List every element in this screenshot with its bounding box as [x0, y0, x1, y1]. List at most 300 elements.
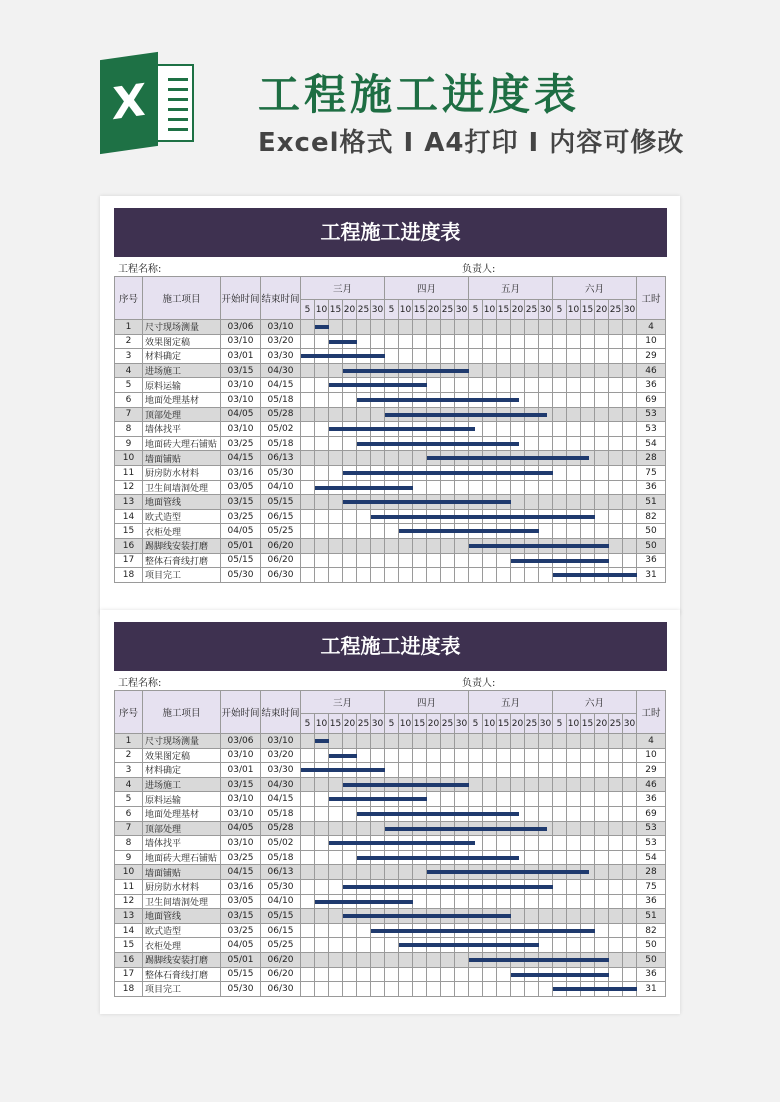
- row-days: 10: [637, 334, 666, 349]
- day-cell: [413, 553, 427, 568]
- day-cell: [497, 894, 511, 909]
- day-cell: [483, 734, 497, 749]
- row-start: 03/10: [221, 792, 261, 807]
- day-cell: [511, 334, 525, 349]
- day-cell: [525, 836, 539, 851]
- row-end: 05/15: [261, 495, 301, 510]
- row-days: 36: [637, 480, 666, 495]
- day-cell: [623, 334, 637, 349]
- day-cell: [301, 509, 315, 524]
- row-item: 材料确定: [143, 763, 221, 778]
- row-days: 46: [637, 777, 666, 792]
- col-header-item: 施工项目: [143, 277, 221, 320]
- day-cell: [455, 349, 469, 364]
- col-header-end: 结束时间: [261, 691, 301, 734]
- day-cell: [553, 821, 567, 836]
- day-cell: [609, 436, 623, 451]
- sheet-preview-1: [100, 196, 680, 614]
- day-cell: [595, 407, 609, 422]
- day-cell: [427, 320, 441, 335]
- day-cell: [567, 748, 581, 763]
- day-cell: [469, 568, 483, 583]
- day-cell: [455, 967, 469, 982]
- day-cell: [301, 334, 315, 349]
- row-days: 53: [637, 407, 666, 422]
- day-cell: [455, 763, 469, 778]
- row-seq: 8: [115, 836, 143, 851]
- day-tick: 25: [357, 300, 371, 320]
- day-cell: [595, 938, 609, 953]
- row-item: 原料运输: [143, 378, 221, 393]
- row-item: 墙面铺贴: [143, 865, 221, 880]
- day-cell: [399, 451, 413, 466]
- row-end: 06/20: [261, 538, 301, 553]
- row-seq: 10: [115, 451, 143, 466]
- day-cell: [399, 748, 413, 763]
- day-cell: [609, 748, 623, 763]
- day-cell: [525, 806, 539, 821]
- row-item: 尺寸现场测量: [143, 734, 221, 749]
- day-cell: [595, 894, 609, 909]
- day-cell: [511, 836, 525, 851]
- day-cell: [595, 320, 609, 335]
- day-cell: [413, 865, 427, 880]
- day-cell: [371, 451, 385, 466]
- day-cell: [623, 865, 637, 880]
- day-cell: [301, 553, 315, 568]
- day-cell: [595, 836, 609, 851]
- day-cell: [315, 777, 329, 792]
- day-cell: [427, 538, 441, 553]
- day-cell: [427, 334, 441, 349]
- day-cell: [385, 349, 399, 364]
- day-cell: [483, 894, 497, 909]
- row-end: 03/30: [261, 349, 301, 364]
- table-row: [115, 363, 666, 378]
- day-cell: [581, 465, 595, 480]
- day-cell: [301, 792, 315, 807]
- day-cell: [525, 777, 539, 792]
- day-cell: [343, 821, 357, 836]
- day-cell: [315, 952, 329, 967]
- day-cell: [301, 734, 315, 749]
- day-cell: [497, 553, 511, 568]
- day-cell: [399, 334, 413, 349]
- row-seq: 18: [115, 982, 143, 997]
- day-cell: [553, 378, 567, 393]
- day-cell: [497, 836, 511, 851]
- day-cell: [497, 982, 511, 997]
- day-cell: [301, 865, 315, 880]
- day-cell: [315, 865, 329, 880]
- row-item: 整体石膏线打磨: [143, 967, 221, 982]
- day-cell: [315, 392, 329, 407]
- day-cell: [539, 792, 553, 807]
- day-cell: [357, 967, 371, 982]
- day-cell: [455, 748, 469, 763]
- day-tick: 15: [581, 300, 595, 320]
- day-cell: [539, 938, 553, 953]
- day-cell: [385, 553, 399, 568]
- day-cell: [371, 734, 385, 749]
- row-start: 03/10: [221, 806, 261, 821]
- day-tick: 25: [609, 714, 623, 734]
- day-cell: [567, 334, 581, 349]
- table-row: [115, 952, 666, 967]
- day-cell: [567, 422, 581, 437]
- day-cell: [623, 509, 637, 524]
- day-cell: [455, 894, 469, 909]
- day-cell: [567, 894, 581, 909]
- row-start: 03/05: [221, 480, 261, 495]
- row-seq: 13: [115, 495, 143, 510]
- day-cell: [553, 879, 567, 894]
- day-cell: [315, 451, 329, 466]
- row-item: 顶部处理: [143, 407, 221, 422]
- day-cell: [609, 495, 623, 510]
- day-cell: [413, 967, 427, 982]
- row-seq: 14: [115, 923, 143, 938]
- day-cell: [329, 451, 343, 466]
- day-cell: [609, 909, 623, 924]
- day-cell: [399, 865, 413, 880]
- day-cell: [301, 568, 315, 583]
- day-tick: 5: [553, 300, 567, 320]
- day-cell: [483, 982, 497, 997]
- day-tick: 30: [539, 714, 553, 734]
- day-cell: [413, 480, 427, 495]
- col-header-item: 施工项目: [143, 691, 221, 734]
- day-cell: [553, 894, 567, 909]
- gantt-bar: [343, 914, 511, 918]
- row-end: 05/30: [261, 465, 301, 480]
- day-tick: 10: [567, 300, 581, 320]
- gantt-bar: [357, 856, 519, 860]
- day-cell: [399, 967, 413, 982]
- row-days: 82: [637, 923, 666, 938]
- day-cell: [623, 748, 637, 763]
- day-cell: [455, 538, 469, 553]
- day-cell: [385, 865, 399, 880]
- day-cell: [357, 320, 371, 335]
- day-cell: [441, 748, 455, 763]
- row-end: 04/30: [261, 363, 301, 378]
- table-row: [115, 349, 666, 364]
- day-cell: [469, 777, 483, 792]
- day-cell: [539, 349, 553, 364]
- day-cell: [497, 422, 511, 437]
- day-cell: [609, 407, 623, 422]
- row-item: 地面砖大理石铺贴: [143, 850, 221, 865]
- day-cell: [441, 553, 455, 568]
- day-cell: [525, 850, 539, 865]
- table-row: [115, 378, 666, 393]
- day-cell: [525, 495, 539, 510]
- day-cell: [567, 821, 581, 836]
- table-row: [115, 850, 666, 865]
- day-cell: [539, 422, 553, 437]
- gantt-bar: [315, 325, 329, 329]
- month-header: 四月: [385, 277, 469, 300]
- day-cell: [483, 836, 497, 851]
- table-row: [115, 553, 666, 568]
- gantt-bar: [329, 754, 357, 758]
- day-cell: [455, 553, 469, 568]
- day-cell: [343, 865, 357, 880]
- day-tick: 10: [483, 300, 497, 320]
- day-cell: [441, 763, 455, 778]
- gantt-bar: [329, 427, 475, 431]
- day-cell: [609, 821, 623, 836]
- row-end: 06/13: [261, 451, 301, 466]
- day-cell: [427, 568, 441, 583]
- day-cell: [301, 967, 315, 982]
- day-cell: [595, 495, 609, 510]
- day-cell: [413, 734, 427, 749]
- day-cell: [343, 524, 357, 539]
- day-cell: [329, 734, 343, 749]
- row-days: 4: [637, 320, 666, 335]
- row-seq: 10: [115, 865, 143, 880]
- day-cell: [595, 509, 609, 524]
- day-cell: [609, 894, 623, 909]
- day-cell: [483, 967, 497, 982]
- row-start: 04/05: [221, 407, 261, 422]
- day-cell: [623, 436, 637, 451]
- day-cell: [441, 480, 455, 495]
- day-cell: [609, 509, 623, 524]
- day-cell: [315, 967, 329, 982]
- row-start: 03/05: [221, 894, 261, 909]
- day-cell: [511, 422, 525, 437]
- row-start: 05/01: [221, 952, 261, 967]
- row-end: 06/30: [261, 568, 301, 583]
- day-cell: [553, 734, 567, 749]
- table-row: [115, 480, 666, 495]
- table-row: [115, 392, 666, 407]
- day-tick: 25: [525, 300, 539, 320]
- day-cell: [301, 363, 315, 378]
- day-cell: [581, 879, 595, 894]
- day-cell: [301, 836, 315, 851]
- day-tick: 25: [525, 714, 539, 734]
- day-cell: [343, 553, 357, 568]
- day-cell: [483, 568, 497, 583]
- day-cell: [539, 748, 553, 763]
- day-cell: [609, 967, 623, 982]
- gantt-bar: [357, 398, 519, 402]
- day-cell: [623, 363, 637, 378]
- day-cell: [371, 938, 385, 953]
- day-cell: [343, 734, 357, 749]
- row-seq: 2: [115, 748, 143, 763]
- row-days: 29: [637, 763, 666, 778]
- row-start: 05/15: [221, 967, 261, 982]
- gantt-table: [114, 276, 666, 583]
- row-seq: 7: [115, 821, 143, 836]
- gantt-bar: [329, 797, 427, 801]
- day-cell: [301, 982, 315, 997]
- day-cell: [497, 349, 511, 364]
- day-cell: [371, 334, 385, 349]
- day-tick: 5: [301, 300, 315, 320]
- day-cell: [329, 553, 343, 568]
- row-days: 46: [637, 363, 666, 378]
- day-cell: [511, 909, 525, 924]
- day-cell: [315, 568, 329, 583]
- day-cell: [469, 334, 483, 349]
- sheet-preview-2: [100, 610, 680, 1014]
- day-cell: [441, 349, 455, 364]
- row-days: 50: [637, 938, 666, 953]
- table-row: [115, 451, 666, 466]
- day-cell: [609, 923, 623, 938]
- day-cell: [609, 451, 623, 466]
- row-end: 06/13: [261, 865, 301, 880]
- day-cell: [623, 879, 637, 894]
- day-cell: [343, 850, 357, 865]
- day-cell: [567, 320, 581, 335]
- day-cell: [567, 495, 581, 510]
- day-cell: [455, 568, 469, 583]
- day-cell: [413, 982, 427, 997]
- row-end: 05/02: [261, 836, 301, 851]
- day-cell: [469, 378, 483, 393]
- row-seq: 1: [115, 320, 143, 335]
- day-cell: [609, 850, 623, 865]
- row-start: 04/15: [221, 865, 261, 880]
- row-days: 4: [637, 734, 666, 749]
- day-cell: [385, 524, 399, 539]
- gantt-bar: [357, 442, 519, 446]
- row-days: 75: [637, 465, 666, 480]
- day-cell: [581, 524, 595, 539]
- day-cell: [567, 850, 581, 865]
- row-end: 04/10: [261, 894, 301, 909]
- day-cell: [511, 568, 525, 583]
- day-tick: 15: [497, 714, 511, 734]
- day-tick: 5: [469, 300, 483, 320]
- gantt-bar: [427, 456, 589, 460]
- row-end: 06/20: [261, 553, 301, 568]
- day-cell: [623, 465, 637, 480]
- day-cell: [441, 320, 455, 335]
- day-cell: [581, 407, 595, 422]
- day-tick: 30: [455, 300, 469, 320]
- day-cell: [581, 392, 595, 407]
- day-tick: 20: [427, 714, 441, 734]
- hero-subtitle: Excel格式 I A4打印 I 内容可修改: [258, 128, 685, 158]
- day-cell: [511, 894, 525, 909]
- day-cell: [301, 392, 315, 407]
- day-cell: [623, 495, 637, 510]
- row-days: 50: [637, 952, 666, 967]
- row-start: 03/06: [221, 320, 261, 335]
- day-cell: [525, 334, 539, 349]
- day-cell: [357, 553, 371, 568]
- day-cell: [357, 982, 371, 997]
- row-end: 05/18: [261, 392, 301, 407]
- row-seq: 18: [115, 568, 143, 583]
- day-cell: [371, 865, 385, 880]
- day-tick: 30: [539, 300, 553, 320]
- day-cell: [539, 777, 553, 792]
- day-tick: 30: [623, 714, 637, 734]
- day-cell: [343, 451, 357, 466]
- day-cell: [399, 763, 413, 778]
- day-cell: [413, 349, 427, 364]
- day-cell: [623, 952, 637, 967]
- day-cell: [301, 909, 315, 924]
- day-tick: 25: [441, 714, 455, 734]
- day-cell: [455, 334, 469, 349]
- day-tick: 15: [329, 714, 343, 734]
- day-cell: [595, 865, 609, 880]
- month-header: 六月: [553, 277, 637, 300]
- day-cell: [469, 982, 483, 997]
- day-cell: [623, 349, 637, 364]
- day-tick: 20: [427, 300, 441, 320]
- row-days: 51: [637, 909, 666, 924]
- table-row: [115, 806, 666, 821]
- row-seq: 4: [115, 777, 143, 792]
- day-cell: [427, 748, 441, 763]
- day-cell: [623, 451, 637, 466]
- row-item: 墙体找平: [143, 422, 221, 437]
- day-cell: [329, 509, 343, 524]
- day-cell: [329, 568, 343, 583]
- row-start: 05/30: [221, 982, 261, 997]
- gantt-bar: [511, 559, 609, 563]
- day-cell: [455, 320, 469, 335]
- row-item: 原料运输: [143, 792, 221, 807]
- day-cell: [595, 349, 609, 364]
- day-cell: [329, 465, 343, 480]
- row-seq: 13: [115, 909, 143, 924]
- day-cell: [357, 568, 371, 583]
- day-cell: [329, 806, 343, 821]
- day-tick: 15: [497, 300, 511, 320]
- day-cell: [581, 909, 595, 924]
- day-cell: [315, 407, 329, 422]
- day-cell: [483, 763, 497, 778]
- day-cell: [315, 836, 329, 851]
- row-start: 03/15: [221, 495, 261, 510]
- row-item: 地面处理基材: [143, 806, 221, 821]
- day-cell: [385, 982, 399, 997]
- day-cell: [609, 938, 623, 953]
- day-tick: 30: [455, 714, 469, 734]
- row-days: 36: [637, 894, 666, 909]
- day-tick: 5: [385, 300, 399, 320]
- row-seq: 12: [115, 480, 143, 495]
- day-cell: [511, 495, 525, 510]
- gantt-bar: [343, 500, 511, 504]
- day-cell: [581, 777, 595, 792]
- col-header-days: 工时: [637, 277, 666, 320]
- day-cell: [595, 909, 609, 924]
- day-cell: [595, 923, 609, 938]
- day-cell: [301, 806, 315, 821]
- day-cell: [343, 952, 357, 967]
- day-cell: [511, 320, 525, 335]
- row-days: 10: [637, 748, 666, 763]
- row-start: 03/25: [221, 923, 261, 938]
- day-cell: [441, 378, 455, 393]
- day-cell: [539, 909, 553, 924]
- day-cell: [329, 821, 343, 836]
- day-cell: [371, 821, 385, 836]
